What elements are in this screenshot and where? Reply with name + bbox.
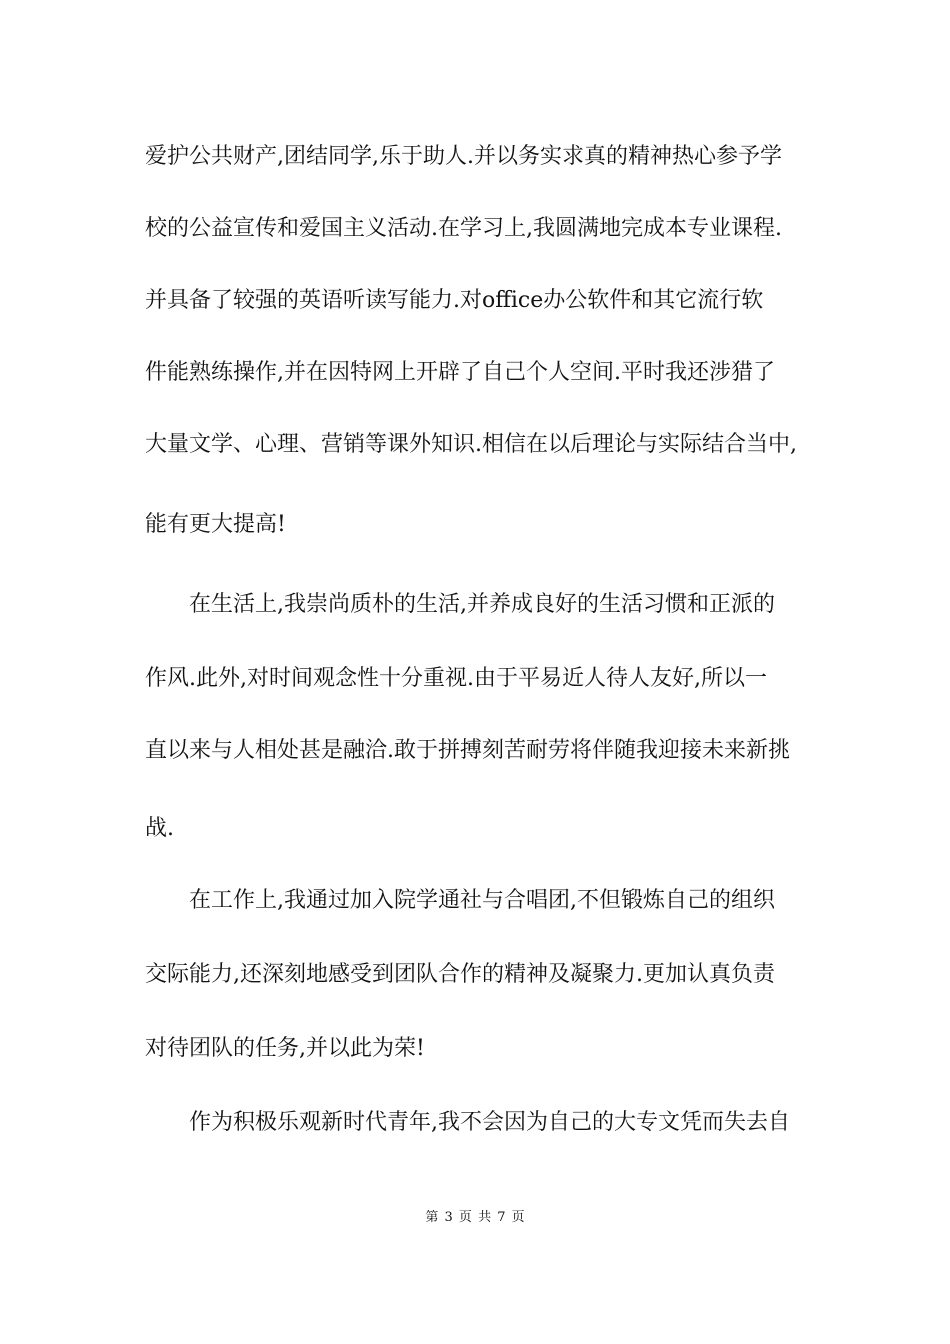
footer-page-word: 页	[458, 1210, 472, 1225]
footer-total-word: 共	[478, 1210, 492, 1225]
text-line-12: 交际能力,还深刻地感受到团队合作的精神及凝聚力.更加认真负责	[145, 962, 775, 987]
footer-prefix: 第	[425, 1210, 439, 1225]
text-line-7: 在生活上,我崇尚质朴的生活,并养成良好的生活习惯和正派的	[189, 592, 775, 617]
text-line-4: 件能熟练操作,并在因特网上开辟了自己个人空间.平时我还涉猎了	[145, 360, 775, 385]
text-line-11: 在工作上,我通过加入院学通社与合唱团,不但锻炼自己的组织	[189, 888, 775, 913]
page-footer	[0, 1208, 950, 1228]
footer-total-pages: 7	[497, 1210, 506, 1225]
text-line-10: 战.	[145, 816, 174, 841]
text-line-9: 直以来与人相处甚是融洽.敢于拼搏刻苦耐劳将伴随我迎接未来新挑	[145, 738, 790, 763]
text-line-6: 能有更大提高!	[145, 512, 286, 537]
footer-suffix: 页	[511, 1210, 525, 1225]
text-line-8: 作风.此外,对时间观念性十分重视.由于平易近人待人友好,所以一	[145, 666, 767, 691]
text-line-3: 并具备了较强的英语听读写能力.对office办公软件和其它流行软	[145, 288, 764, 313]
footer-current-page: 3	[444, 1210, 453, 1225]
text-line-13: 对待团队的任务,并以此为荣!	[145, 1036, 425, 1061]
text-line-1: 爱护公共财产,团结同学,乐于助人.并以务实求真的精神热心参予学	[145, 144, 782, 169]
text-line-5: 大量文学、心理、营销等课外知识.相信在以后理论与实际结合当中,	[145, 432, 797, 457]
text-line-2: 校的公益宣传和爱国主义活动.在学习上,我圆满地完成本专业课程.	[145, 216, 782, 241]
text-line-14: 作为积极乐观新时代青年,我不会因为自己的大专文凭而失去自	[189, 1110, 790, 1135]
